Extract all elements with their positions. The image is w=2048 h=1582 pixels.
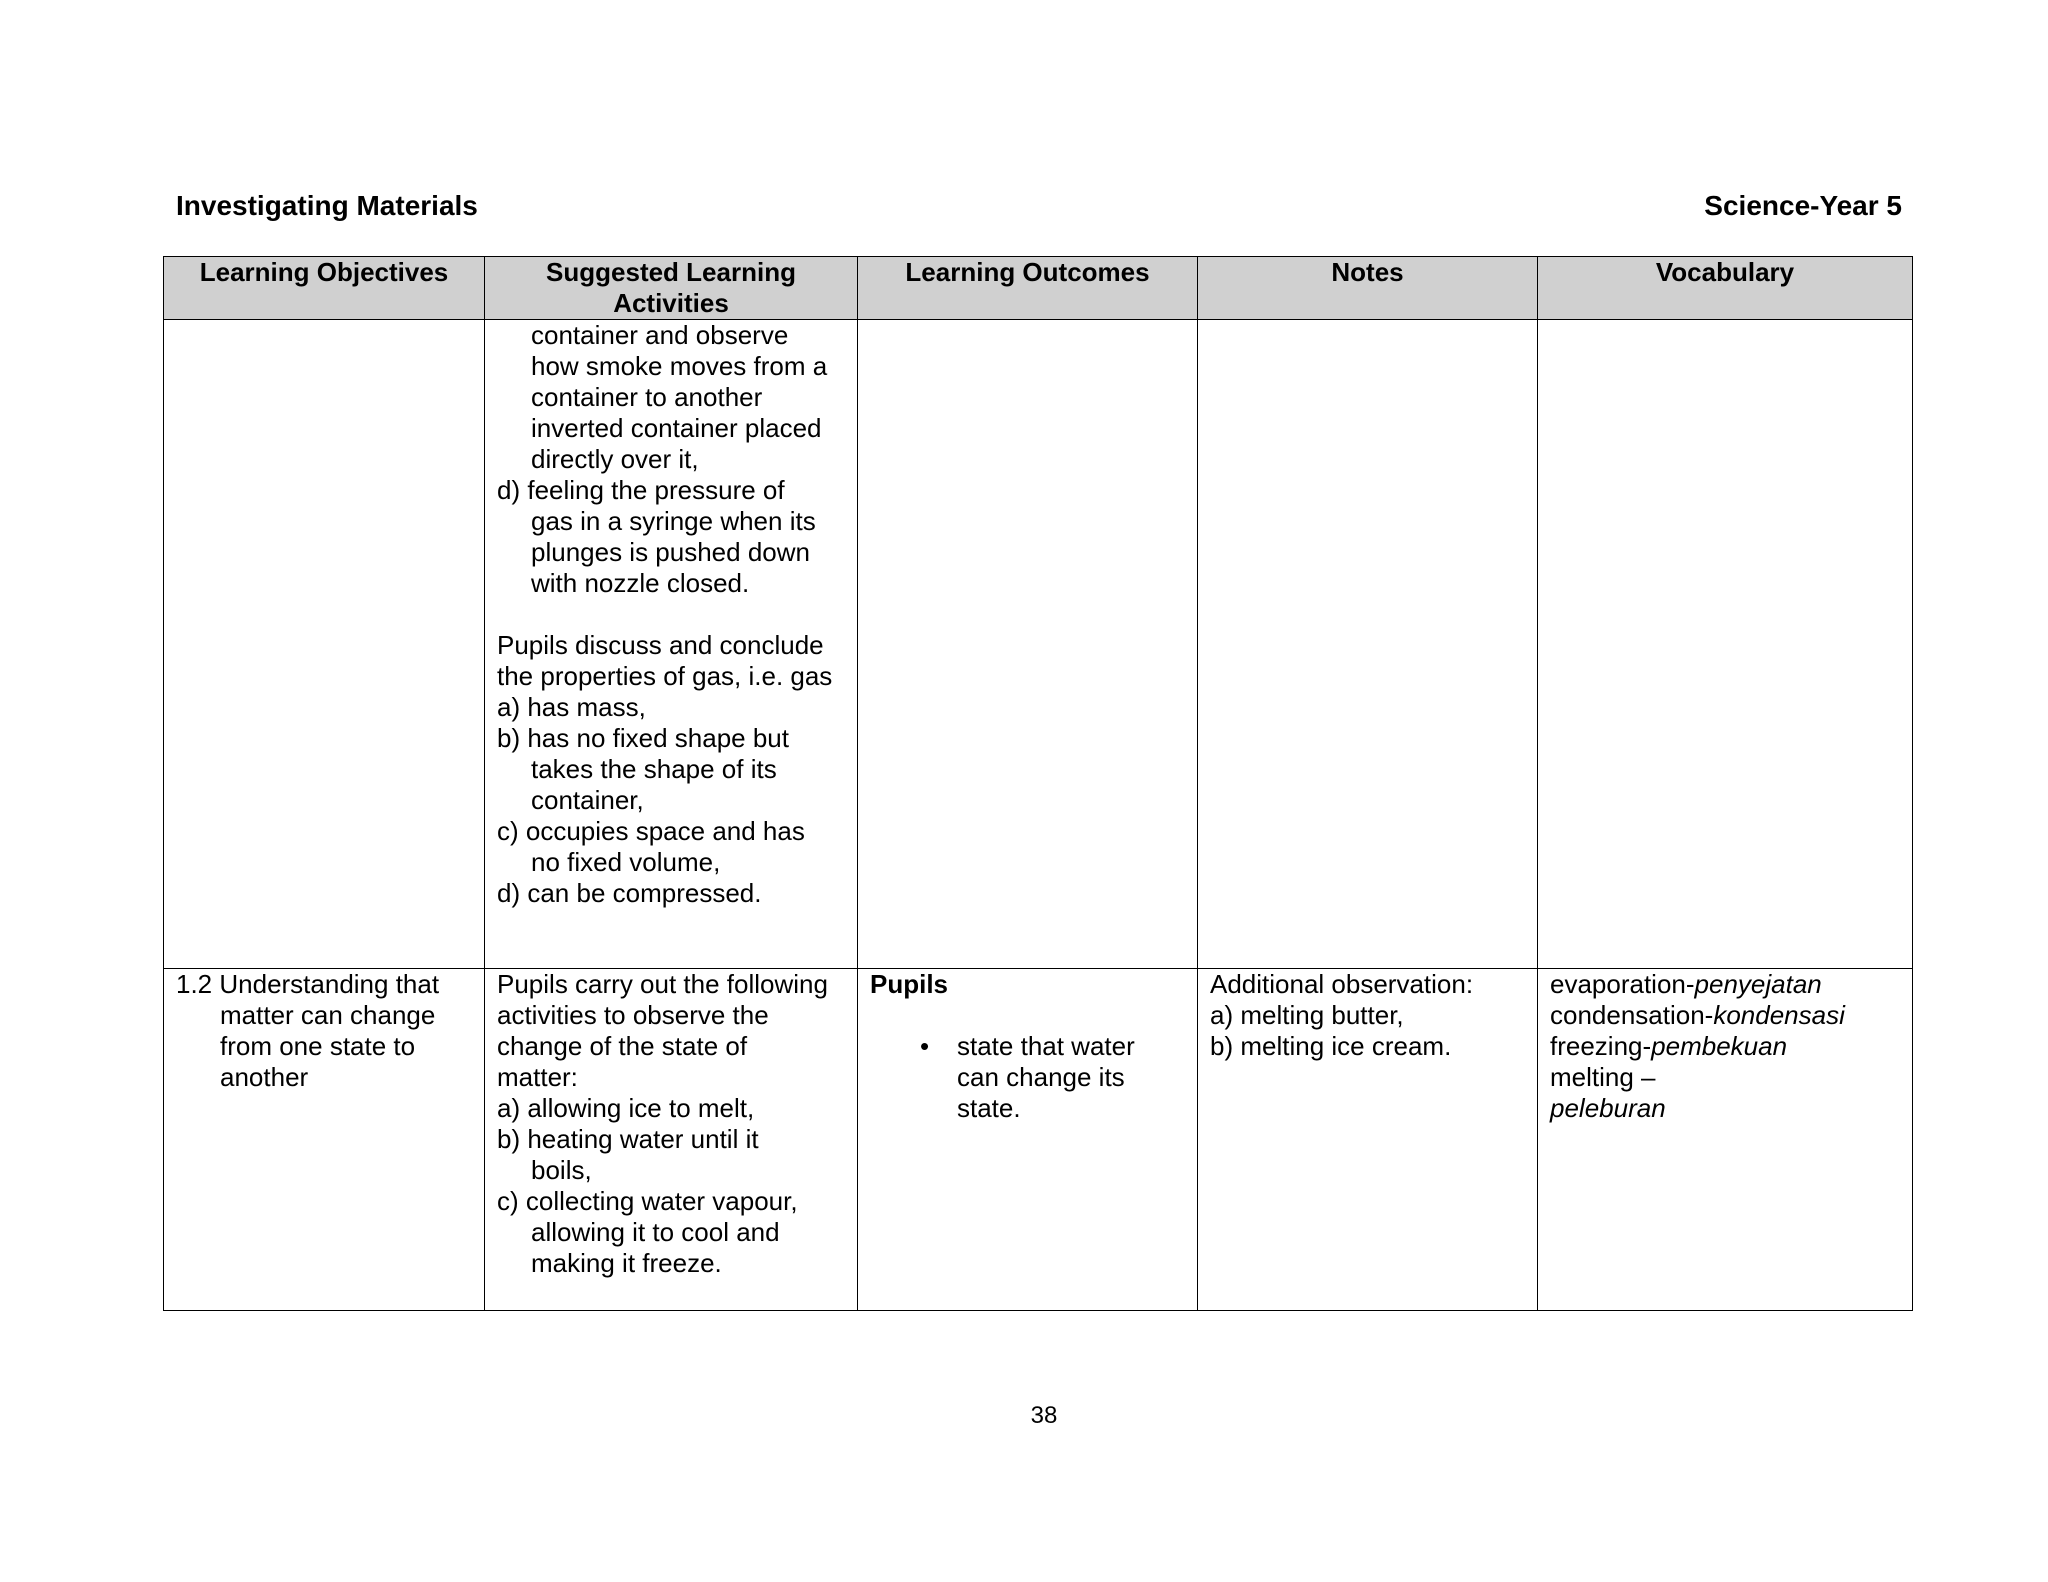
activity-line: container to another [531, 382, 763, 412]
vocabulary-entry [1550, 1000, 1900, 1031]
activity-line: b) heating water until it [497, 1124, 759, 1154]
activity-line: the properties of gas, i.e. gas [497, 661, 833, 691]
outcomes-cell [858, 969, 1198, 1311]
vocab-malay: penyejatan [1694, 969, 1822, 999]
objective-line: another [220, 1062, 309, 1092]
activity-line: matter: [497, 1062, 578, 1092]
column-header-notes: Notes [1198, 257, 1538, 320]
outcomes-cell [858, 320, 1198, 969]
curriculum-table [163, 256, 1913, 1311]
activity-line: allowing it to cool and [531, 1217, 780, 1247]
gas-property: c) occupies space and has [497, 816, 805, 846]
outcome-line: can change its [957, 1062, 1125, 1092]
activity-line: Pupils discuss and conclude [497, 630, 824, 660]
outcome-bullet-item [870, 1031, 1185, 1124]
bullet-icon: • [920, 1031, 930, 1061]
activity-line: Pupils carry out the following [497, 969, 828, 999]
note-line: Additional observation: [1210, 969, 1474, 999]
vocab-malay: peleburan [1550, 1093, 1666, 1123]
objective-cell [164, 320, 485, 969]
column-header-vocabulary: Vocabulary [1538, 257, 1913, 320]
activity-line: boils, [531, 1155, 592, 1185]
table-row [164, 320, 1913, 969]
column-header-learning-outcomes: Learning Outcomes [858, 257, 1198, 320]
activity-line: d) feeling the pressure of [497, 475, 785, 505]
outcome-line: state that water [957, 1031, 1135, 1061]
vocab-english: evaporation- [1550, 969, 1695, 999]
objective-cell [164, 969, 485, 1311]
table-row [164, 969, 1913, 1311]
activity-line: how smoke moves from a [531, 351, 828, 381]
activity-line: gas in a syringe when its [531, 506, 816, 536]
activity-line: plunges is pushed down [531, 537, 810, 567]
vocab-english: condensation- [1550, 1000, 1714, 1030]
vocab-malay: pembekuan [1651, 1031, 1788, 1061]
activities-cell [485, 969, 858, 1311]
subject-topic-title: Investigating Materials [176, 190, 478, 221]
vocabulary-entry [1550, 1062, 1900, 1093]
gas-property: b) has no fixed shape but [497, 723, 789, 753]
gas-property: takes the shape of its [531, 754, 777, 784]
subject-year-title: Science-Year 5 [1704, 190, 1902, 221]
page-number: 38 [1030, 1402, 1058, 1429]
activities-cell [485, 320, 858, 969]
outcomes-heading: Pupils [870, 969, 949, 999]
activity-line: a) allowing ice to melt, [497, 1093, 755, 1123]
column-header-learning-objectives: Learning Objectives [164, 257, 485, 320]
vocabulary-cell [1538, 969, 1913, 1311]
gas-property: no fixed volume, [531, 847, 721, 877]
objective-line: from one state to [220, 1031, 416, 1061]
vocabulary-entry [1550, 969, 1900, 1000]
objective-line: 1.2 Understanding that [176, 969, 440, 999]
objective-line: matter can change [220, 1000, 436, 1030]
note-line: b) melting ice cream. [1210, 1031, 1452, 1061]
gas-property: d) can be compressed. [497, 878, 762, 908]
vocabulary-entry [1550, 1093, 1900, 1124]
activity-line: with nozzle closed. [531, 568, 750, 598]
vocabulary-entry [1550, 1031, 1900, 1062]
activity-line: container and observe [531, 320, 789, 350]
activity-line: change of the state of [497, 1031, 748, 1061]
vocab-english: melting – [1550, 1062, 1656, 1092]
activity-line: inverted container placed [531, 413, 822, 443]
activity-line: making it freeze. [531, 1248, 722, 1278]
gas-property: container, [531, 785, 644, 815]
gas-property: a) has mass, [497, 692, 646, 722]
column-header-suggested-activities: Suggested Learning Activities [485, 257, 858, 320]
page-header [176, 189, 1902, 229]
table-header-row [164, 257, 1913, 320]
activity-line: activities to observe the [497, 1000, 769, 1030]
notes-cell [1198, 320, 1538, 969]
note-line: a) melting butter, [1210, 1000, 1404, 1030]
vocab-malay: kondensasi [1713, 1000, 1845, 1030]
activity-line: c) collecting water vapour, [497, 1186, 798, 1216]
notes-cell [1198, 969, 1538, 1311]
vocab-english: freezing- [1550, 1031, 1652, 1061]
vocabulary-cell [1538, 320, 1913, 969]
outcome-line: state. [957, 1093, 1021, 1123]
activity-line: directly over it, [531, 444, 699, 474]
